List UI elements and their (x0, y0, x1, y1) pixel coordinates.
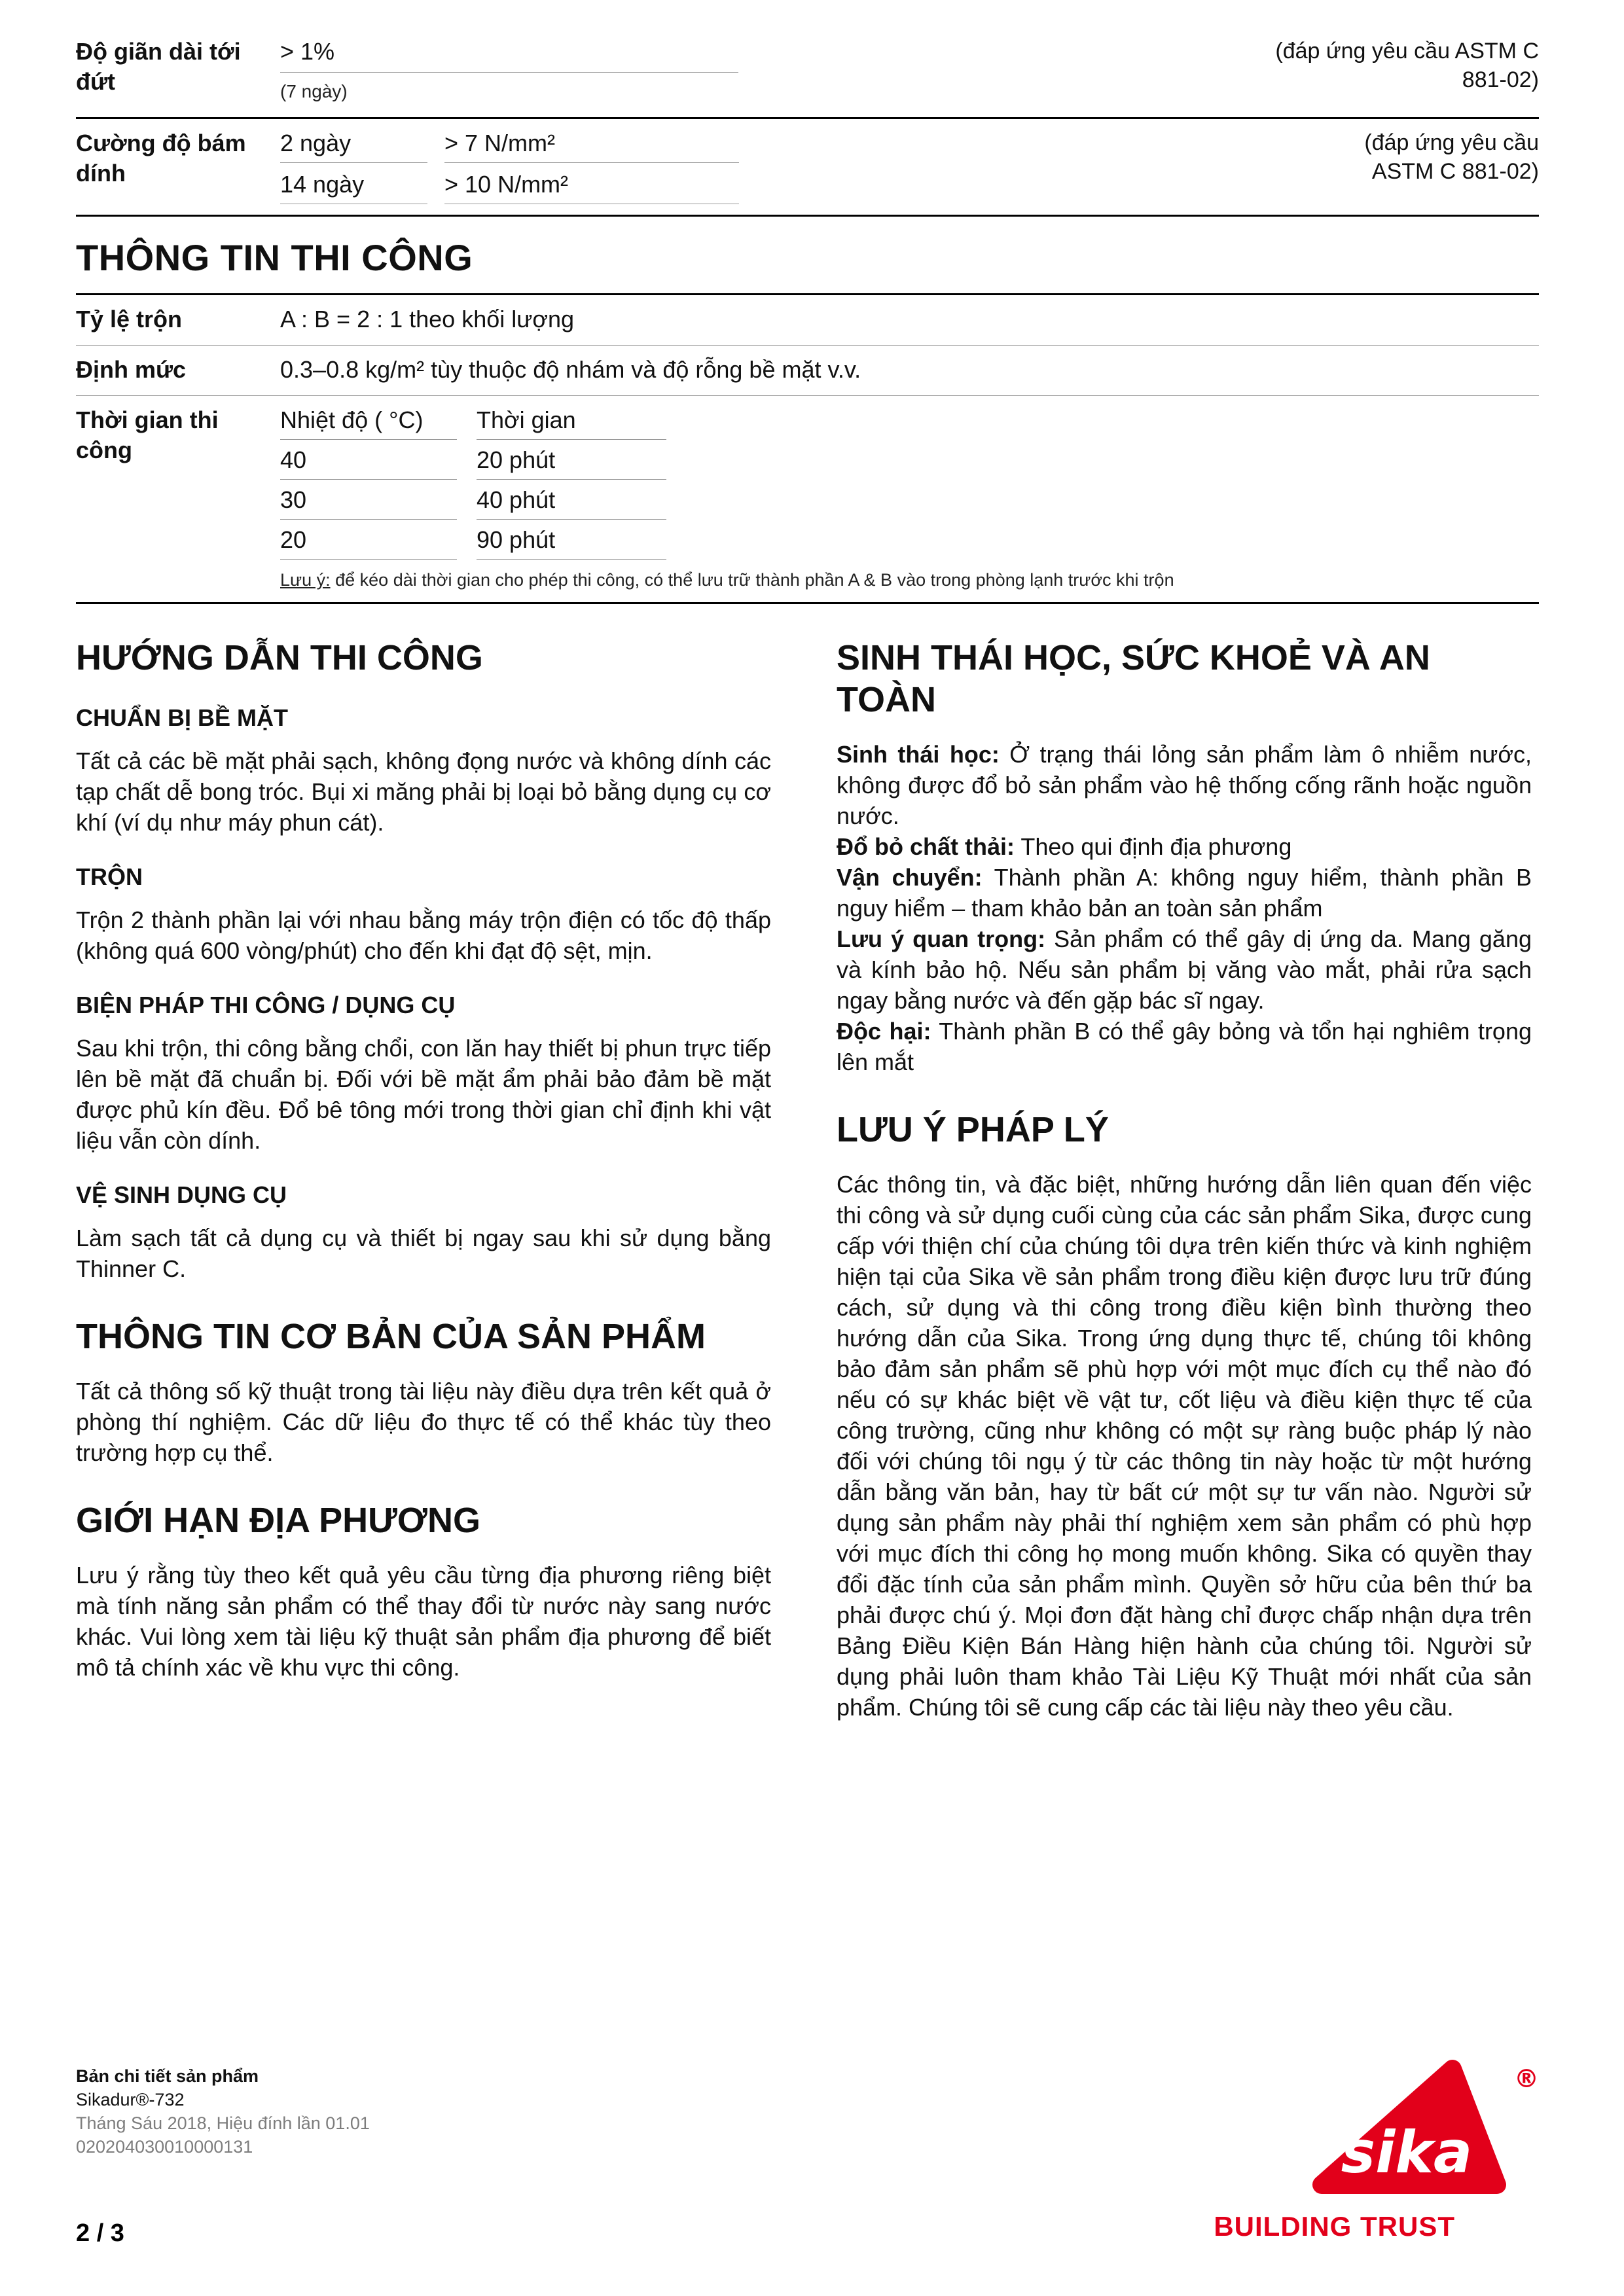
elongation-label: Độ giãn dài tới đứt (76, 38, 241, 95)
footer-document-info (76, 2064, 370, 2245)
paragraph-cleaning-tools: Làm sạch tất cả dụng cụ và thiết bị ngay sau khi sử dụng bằng Thinner C. (76, 1225, 771, 1282)
adhesion-values (280, 128, 1223, 204)
paragraph-application-method: Sau khi trộn, thi công bằng chổi, con lăn hay thiết bị phun trực tiếp lên bề mặt đã chuẩn bị. Đối với bề mặt ẩm phải bảo đảm bề mặt được phủ kín đều. Đổ bê tông mới trong thời gian chỉ định khi vật liệu vẫn còn dính. (76, 1035, 771, 1154)
health-item-toxicity (837, 1016, 1532, 1077)
adhesion-age-2: 14 ngày (280, 170, 427, 204)
paragraph-legal-notes: Các thông tin, và đặc biệt, những hướng dẫn liên quan đến việc thi công và sử dụng cuối cùng của các sản phẩm Sika, được cung cấp với thiện chí của chúng tôi dựa trên kiến thức và kinh nghiệm hiện tại của Sika về sản phẩm trong điều kiện được lưu trữ đúng cách, sử dụng và thi công trong điều kiện bình thường theo hướng dẫn của Sika. Trong ứng dụng thực tế, chúng tôi không bảo đảm sản phẩm sẽ phù hợp với một mục đích cụ thể nào đó nếu có sự khác biệt về vật tư, cốt liệu và điều kiện thực tế của công trường, cũng như không có một sự ràng buộc pháp lý nào đối với chúng tôi ngụ ý từ các thông tin này hoặc từ một hướng dẫn bằng văn bản, hay từ bất cứ một sự tư vấn nào. Người sử dụng sản phẩm này phải thí nghiệm xem sản phẩm có phù hợp với mục đích thi công họ mong muốn không. Sika có quyền thay đổi đặc tính của sản phẩm mình. Quyền sở hữu của bên thứ ba phải được chú ý. Mọi đơn đặt hàng chỉ được chấp nhận dựa trên Bảng Điều Kiện Bán Hàng hiện hành của chúng tôi. Người sử dụng phải luôn tham khảo Tài Liệu Kỹ Thuật mới nhất của sản phẩm. Chúng tôi sẽ cung cấp các tài liệu này theo yêu cầu. (837, 1171, 1532, 1721)
section-title-local-restrictions: GIỚI HẠN ĐỊA PHƯƠNG (76, 1501, 480, 1540)
info-row-mix-ratio (76, 295, 1539, 345)
health-item-important-note-label: Lưu ý quan trọng: (837, 925, 1046, 952)
health-item-transport (837, 862, 1532, 924)
mix-ratio-value: A : B = 2 : 1 theo khối lượng (280, 306, 574, 332)
health-item-important-note-text: Sản phẩm có thể gây dị ứng da. Mang găng và kính bảo hộ. Nếu sản phẩm bị văng vào mắt, phải rửa sạch ngay bằng nước và đến gặp bác sĩ ngay. (837, 925, 1532, 1014)
footer-brand (1214, 2051, 1539, 2245)
consumption-value: 0.3–0.8 kg/m² tùy thuộc độ nhám và độ rỗng bề mặt v.v. (280, 356, 861, 383)
page-number: 2 / 3 (76, 2219, 124, 2247)
health-item-ecology-text: Ở trạng thái lỏng sản phẩm làm ô nhiễm nước, không được đổ bỏ sản phẩm vào hệ thống cống rãnh hoặc nguồn nước. (837, 741, 1532, 829)
pot-life-row (280, 525, 1539, 560)
adhesion-row-2 (280, 170, 1223, 204)
adhesion-label: Cường độ bám dính (76, 130, 246, 187)
health-item-toxicity-text: Thành phần B có thể gây bỏng và tổn hại nghiêm trọng lên mắt (837, 1018, 1532, 1075)
pot-life-row (280, 485, 1539, 520)
pot-life-table (280, 405, 1539, 592)
pot-life-temp-3: 20 (280, 525, 457, 560)
pot-life-note-text: để kéo dài thời gian cho phép thi công, có thể lưu trữ thành phần A & B vào trong phòng lạnh trước khi trộn (330, 570, 1174, 590)
elongation-value-note: (7 ngày) (280, 81, 348, 101)
adhesion-row-1 (280, 128, 1223, 163)
body-columns (76, 633, 1539, 1723)
footer-product-name: Sikadur®-732 (76, 2090, 185, 2109)
section-title-product-data-basis: THÔNG TIN CƠ BẢN CỦA SẢN PHẨM (76, 1317, 706, 1356)
sika-logo-registered: ® (1514, 2064, 1539, 2093)
health-item-disposal-text: Theo qui định địa phương (1015, 833, 1292, 860)
health-item-disposal (837, 831, 1532, 862)
pot-life-note-label: Lưu ý: (280, 570, 331, 590)
left-column (76, 633, 771, 1723)
sika-logo (1303, 2051, 1539, 2198)
adhesion-standard-line2: ASTM C 881-02) (1371, 159, 1539, 184)
pot-life-temp-1: 40 (280, 445, 457, 480)
pot-life-time-3: 90 phút (477, 525, 666, 560)
property-row-adhesion (76, 119, 1539, 215)
footer-date-revision: Tháng Sáu 2018, Hiệu đính lần 01.01 (76, 2113, 370, 2133)
adhesion-age-1: 2 ngày (280, 128, 427, 163)
pot-life-time-1: 20 phút (477, 445, 666, 480)
subsection-cleaning-tools: VỆ SINH DỤNG CỤ (76, 1181, 287, 1208)
health-item-transport-text: Thành phần A: không nguy hiểm, thành phần B nguy hiểm – tham khảo bản an toàn sản phẩm (837, 864, 1532, 922)
section-title-legal-notes: LƯU Ý PHÁP LÝ (837, 1110, 1109, 1149)
pot-life-time-2: 40 phút (477, 485, 666, 520)
pot-life-temp-header: Nhiệt độ ( °C) (280, 405, 457, 440)
footer-doc-number: 020204030010000131 (76, 2137, 253, 2157)
property-row-elongation (76, 27, 1539, 117)
pot-life-temp-2: 30 (280, 485, 457, 520)
subsection-surface-preparation: CHUẨN BỊ BỀ MẶT (76, 704, 288, 731)
elongation-value: > 1% (280, 37, 738, 73)
paragraph-surface-preparation: Tất cả các bề mặt phải sạch, không đọng nước và không dính các tạp chất dễ bong tróc. Bụi xi măng phải bị loại bỏ bằng dụng cụ cơ khí (ví dụ như máy phun cát). (76, 747, 771, 836)
adhesion-standard (1231, 128, 1539, 204)
sika-logo-text: sika (1341, 2119, 1473, 2186)
pot-life-note (280, 569, 1197, 592)
pot-life-row (280, 445, 1539, 480)
pot-life-label: Thời gian thi công (76, 406, 219, 463)
consumption-label: Định mức (76, 356, 187, 383)
health-item-disposal-label: Đổ bỏ chất thải: (837, 833, 1015, 860)
paragraph-local-restrictions: Lưu ý rằng tùy theo kết quả yêu cầu từng địa phương riêng biệt mà tính năng sản phẩm có thể thay đổi từ nước này sang nước khác. Vui lòng xem tài liệu kỹ thuật sản phẩm địa phương để biết mô tả chính xác về khu vực thi công. (76, 1562, 771, 1681)
section-title-health-safety: SINH THÁI HỌC, SỨC KHOẺ VÀ AN TOÀN (837, 638, 1430, 719)
elongation-standard: (đáp ứng yêu cầu ASTM C 881-02) (1275, 39, 1539, 92)
health-item-toxicity-label: Độc hại: (837, 1018, 931, 1045)
adhesion-value-2: > 10 N/mm² (444, 170, 739, 204)
footer-doc-type: Bản chi tiết sản phẩm (76, 2066, 259, 2086)
building-trust-tagline: BUILDING TRUST (1214, 2211, 1455, 2242)
paragraph-product-data-basis: Tất cả thông số kỹ thuật trong tài liệu này điều dựa trên kết quả ở phòng thí nghiệm. Các dữ liệu đo thực tế có thể khác tùy theo trường hợp cụ thể. (76, 1378, 771, 1466)
section-title-application-information: THÔNG TIN THI CÔNG (76, 237, 473, 278)
paragraph-mixing: Trộn 2 thành phần lại với nhau bằng máy trộn điện có tốc độ thấp (không quá 600 vòng/phút) cho đến khi đạt độ sệt, mịn. (76, 906, 771, 964)
elongation-value-cell (280, 37, 1223, 107)
info-row-pot-life (76, 396, 1539, 602)
health-item-ecology (837, 739, 1532, 831)
section-title-application-instructions: HƯỚNG DẪN THI CÔNG (76, 638, 483, 677)
adhesion-standard-line1: (đáp ứng yêu cầu (1364, 130, 1539, 155)
health-item-important-note (837, 924, 1532, 1016)
health-item-transport-label: Vận chuyển: (837, 864, 983, 891)
pot-life-time-header: Thời gian (477, 405, 666, 440)
subsection-mixing: TRỘN (76, 863, 143, 890)
pot-life-header-row (280, 405, 1539, 440)
adhesion-value-1: > 7 N/mm² (444, 128, 739, 163)
page-footer (76, 2051, 1539, 2245)
info-row-consumption (76, 346, 1539, 395)
mix-ratio-label: Tỷ lệ trộn (76, 306, 183, 332)
right-column (837, 633, 1532, 1723)
divider (76, 215, 1539, 217)
subsection-application-method: BIỆN PHÁP THI CÔNG / DỤNG CỤ (76, 992, 456, 1018)
health-item-ecology-label: Sinh thái học: (837, 741, 1000, 768)
divider (76, 602, 1539, 604)
